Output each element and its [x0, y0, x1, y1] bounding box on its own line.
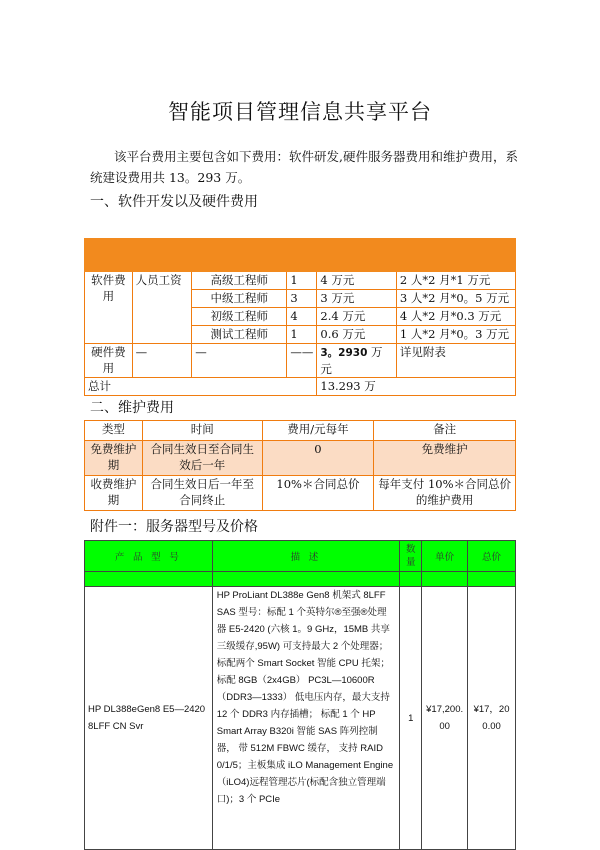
count-cell: 1	[287, 272, 317, 290]
column-header: 类型	[85, 421, 143, 441]
personnel-label: 人员工资	[132, 272, 192, 344]
table-row	[85, 587, 516, 850]
role-cell: 高级工程师	[192, 272, 287, 290]
hw-note: 详见附表	[396, 344, 515, 378]
section-heading-costs: 一、软件开发以及硬件费用	[90, 194, 258, 210]
column-header: 描 述	[212, 541, 400, 572]
amount-cell: 3 万元	[317, 290, 397, 308]
table-cell: 合同生效日至合同生效后一年	[142, 441, 262, 476]
hw-amount: 3。2930	[320, 347, 368, 359]
column-header: 备注	[374, 421, 516, 441]
column-header: 单价	[422, 541, 468, 572]
hw-dash: —	[192, 344, 287, 378]
server-table	[84, 540, 516, 850]
table-cell: 免费维护	[374, 441, 516, 476]
count-cell: 4	[287, 308, 317, 326]
calc-cell: 4 人*2 月*0.3 万元	[396, 308, 515, 326]
description-text: HP ProLiant DL388e Gen8 机架式 8LFF SAS 型号：标配 1 个英特尔®至强®处理器 E5-2420 (六核 1。9 GHz，15MB 共享三级缓存,95W) 可支持最大 2 个处理器；标配两个 Smart Socket 智能 CPU 托架；标配 8GB（2x4GB） PC3L—10600R（DDR3—1333） 低电压内存，最大支持 12 个 DDR3 内存插槽； 标配 1 个 HP Smart Array B320i 智能 SAS 阵列控制器， 带 512M FBWC 缓存， 支持 RAID 0/1/5；主板集成 iLO Management Engine （iLO4)远程管理芯片(标配含独立管理端口)；3 个 PCIe	[216, 590, 394, 805]
hardware-label: 硬件费用	[85, 344, 133, 378]
table-cell: 0	[262, 441, 374, 476]
role-cell: 测试工程师	[192, 326, 287, 344]
table-header-row	[85, 541, 516, 572]
table-blank-row	[85, 572, 516, 587]
table-cell: 免费维护期	[85, 441, 143, 476]
qty-cell: 1	[400, 587, 422, 850]
table-cell: 10%＊合同总价	[262, 476, 374, 511]
cost-table	[84, 238, 516, 396]
page-title: 智能项目管理信息共享平台	[168, 100, 432, 124]
table-cell: 每年支付 10%＊合同总价的维护费用	[374, 476, 516, 511]
column-header: 总价	[468, 541, 516, 572]
maintenance-table	[84, 420, 516, 511]
unit-price-cell: ¥17,200.00	[422, 587, 468, 850]
table-row	[85, 441, 516, 476]
intro-paragraph: 该平台费用主要包含如下费用：软件研发,硬件服务器费用和维护费用，系统建设费用共 13。293 万。	[90, 149, 518, 185]
column-header: 费用/元每年	[262, 421, 374, 441]
table-header-row	[85, 421, 516, 441]
software-label: 软件费用	[85, 272, 133, 344]
calc-cell: 1 人*2 月*0。3 万元	[396, 326, 515, 344]
table-header-band	[85, 239, 516, 272]
hw-dash: —	[132, 344, 192, 378]
section-heading-appendix: 附件一：服务器型号及价格	[90, 519, 258, 535]
table-row	[85, 378, 516, 396]
role-cell: 中级工程师	[192, 290, 287, 308]
table-row	[85, 344, 516, 378]
role-cell: 初级工程师	[192, 308, 287, 326]
count-cell: 1	[287, 326, 317, 344]
table-row	[85, 476, 516, 511]
calc-cell: 2 人*2 月*1 万元	[396, 272, 515, 290]
count-cell: 3	[287, 290, 317, 308]
column-header: 数量	[400, 541, 422, 572]
table-cell: 合同生效日后一年至合同终止	[142, 476, 262, 511]
total-value: 13.293 万	[317, 378, 516, 396]
description-cell	[212, 587, 400, 850]
amount-cell: 4 万元	[317, 272, 397, 290]
hw-amount-cell	[317, 344, 397, 378]
calc-cell: 3 人*2 月*0。5 万元	[396, 290, 515, 308]
section-heading-maintenance: 二、维护费用	[90, 400, 174, 416]
total-price-cell: ¥17，200.00	[468, 587, 516, 850]
table-cell: 收费维护期	[85, 476, 143, 511]
table-row	[85, 272, 516, 290]
column-header: 时间	[142, 421, 262, 441]
amount-cell: 2.4 万元	[317, 308, 397, 326]
hw-unit: 万元	[320, 345, 383, 376]
column-header: 产 品 型 号	[85, 541, 213, 572]
hw-dash: ——	[287, 344, 317, 378]
model-cell: HP DL388eGen8 E5—2420 8LFF CN Svr	[85, 587, 213, 850]
amount-cell: 0.6 万元	[317, 326, 397, 344]
total-label: 总计	[85, 378, 317, 396]
